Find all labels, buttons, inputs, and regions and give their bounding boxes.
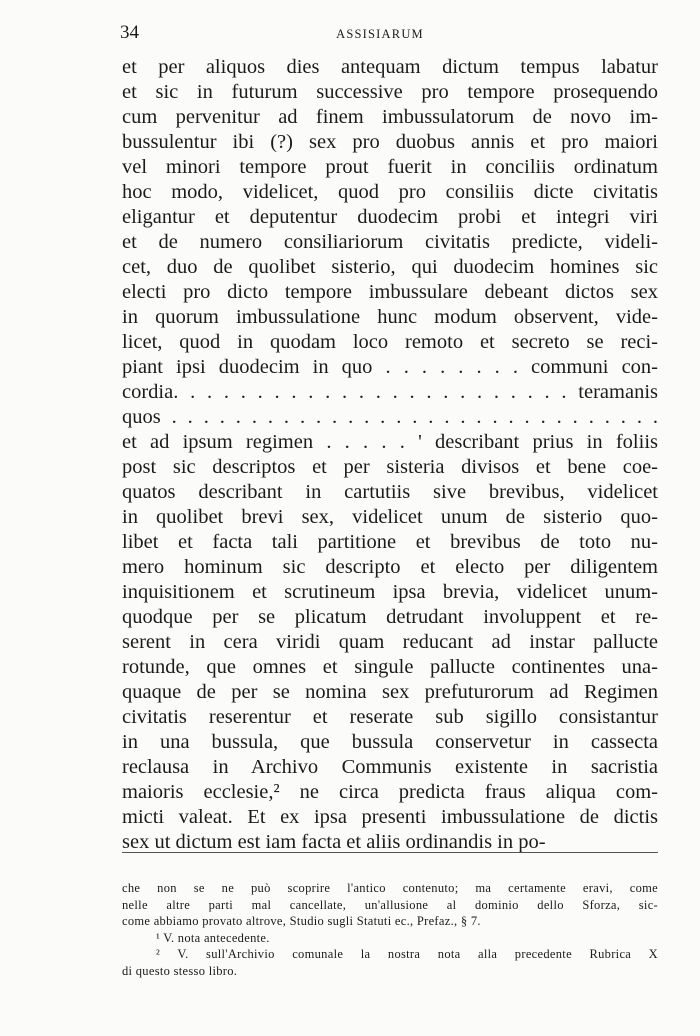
text-line: quodque per se plicatum detrudant involuppent et re- — [122, 606, 658, 628]
footnote-1: ¹ V. nota antecedente. — [156, 930, 270, 945]
text-line: mero hominum sic descripto et electo per diligentem — [122, 556, 658, 578]
text-line: micti valeat. Et ex ipsa presenti imbussulatione de dictis — [122, 806, 658, 828]
text-line: eligantur et deputentur duodecim probi et integri viri — [122, 206, 658, 228]
text-line: et de numero consiliariorum civitatis predicte, videli- — [122, 231, 658, 253]
footnote-2: ² V. sull'Archivio comunale la nostra nota alla precedente Rubrica X — [156, 947, 658, 961]
page-number: 34 — [120, 22, 139, 43]
text-line: et ad ipsum regimen . . . . . ' describant prius in foliis — [122, 431, 658, 453]
main-text — [122, 55, 658, 855]
text-line: in quorum imbussulatione hunc modum observent, vide- — [122, 306, 658, 328]
page-header — [120, 22, 640, 46]
footnotes — [122, 880, 658, 979]
footnote-divider — [122, 852, 658, 853]
text-line: reclausa in Archivo Communis existente in sacristia — [122, 756, 658, 778]
footnote-line: di questo stesso libro. — [122, 963, 238, 978]
text-line: libet et facta tali partitione et brevibus de toto nu- — [122, 531, 658, 553]
text-line: maioris ecclesie,² ne circa predicta fraus aliqua com- — [122, 781, 658, 803]
text-line: piant ipsi duodecim in quo . . . . . . . . communi con- — [122, 356, 658, 378]
text-line: vel minori tempore prout fuerit in conciliis ordinatum — [122, 156, 658, 178]
text-line: et per aliquos dies antequam dictum tempus labatur — [122, 56, 658, 78]
text-line: civitatis reserentur et reserate sub sigillo consistantur — [122, 706, 658, 728]
text-line: cet, duo de quolibet sisterio, qui duodecim homines sic — [122, 256, 658, 278]
text-line: in una bussula, que bussula conservetur in cassecta — [122, 731, 658, 753]
running-title: ASSISIARUM — [336, 27, 424, 41]
text-line: hoc modo, videlicet, quod pro consiliis dicte civitatis — [122, 181, 658, 203]
footnote-line: come abbiamo provato altrove, Studio sugli Statuti ec., Prefaz., § 7. — [122, 914, 481, 928]
text-line: quos . . . . . . . . . . . . . . . . . . . . . . . . . . . . . . . — [122, 406, 658, 428]
footnote-line: nelle altre parti mal cancellate, un'allusione al dominio dello Sforza, sic- — [122, 897, 658, 912]
text-line: bussulentur ibi (?) sex pro duobus annis et pro maiori — [122, 131, 658, 153]
text-line: in quolibet brevi sex, videlicet unum de sisterio quo- — [122, 506, 658, 528]
text-line: quatos describant in cartutiis sive brevibus, videlicet — [122, 481, 658, 503]
text-line: serent in cera viridi quam reducant ad instar pallucte — [122, 631, 658, 653]
text-line: licet, quod in quodam loco remoto et secreto se reci- — [122, 331, 658, 353]
text-line: quaque de per se nomina sex prefuturorum ad Regimen — [122, 681, 658, 703]
text-line: electi pro dicto tempore imbussulare debeant dictos sex — [122, 281, 658, 303]
text-line: post sic descriptos et per sisteria divisos et bene coe- — [122, 456, 658, 478]
text-line: cum pervenitur ad finem imbussulatorum de novo im- — [122, 106, 658, 128]
footnote-line: che non se ne può scoprire l'antico contenuto; ma certamente eravi, come — [122, 881, 658, 895]
text-line: et sic in futurum successive pro tempore prosequendo — [122, 81, 658, 103]
text-line: sex ut dictum est iam facta et aliis ordinandis in po- — [122, 831, 546, 853]
text-line: cordia. . . . . . . . . . . . . . . . . . . . . . . . teramanis — [122, 381, 658, 403]
text-line: inquisitionem et scrutineum ipsa brevia, videlicet unum- — [122, 581, 658, 603]
text-line: rotunde, que omnes et singule pallucte continentes una- — [122, 656, 658, 678]
